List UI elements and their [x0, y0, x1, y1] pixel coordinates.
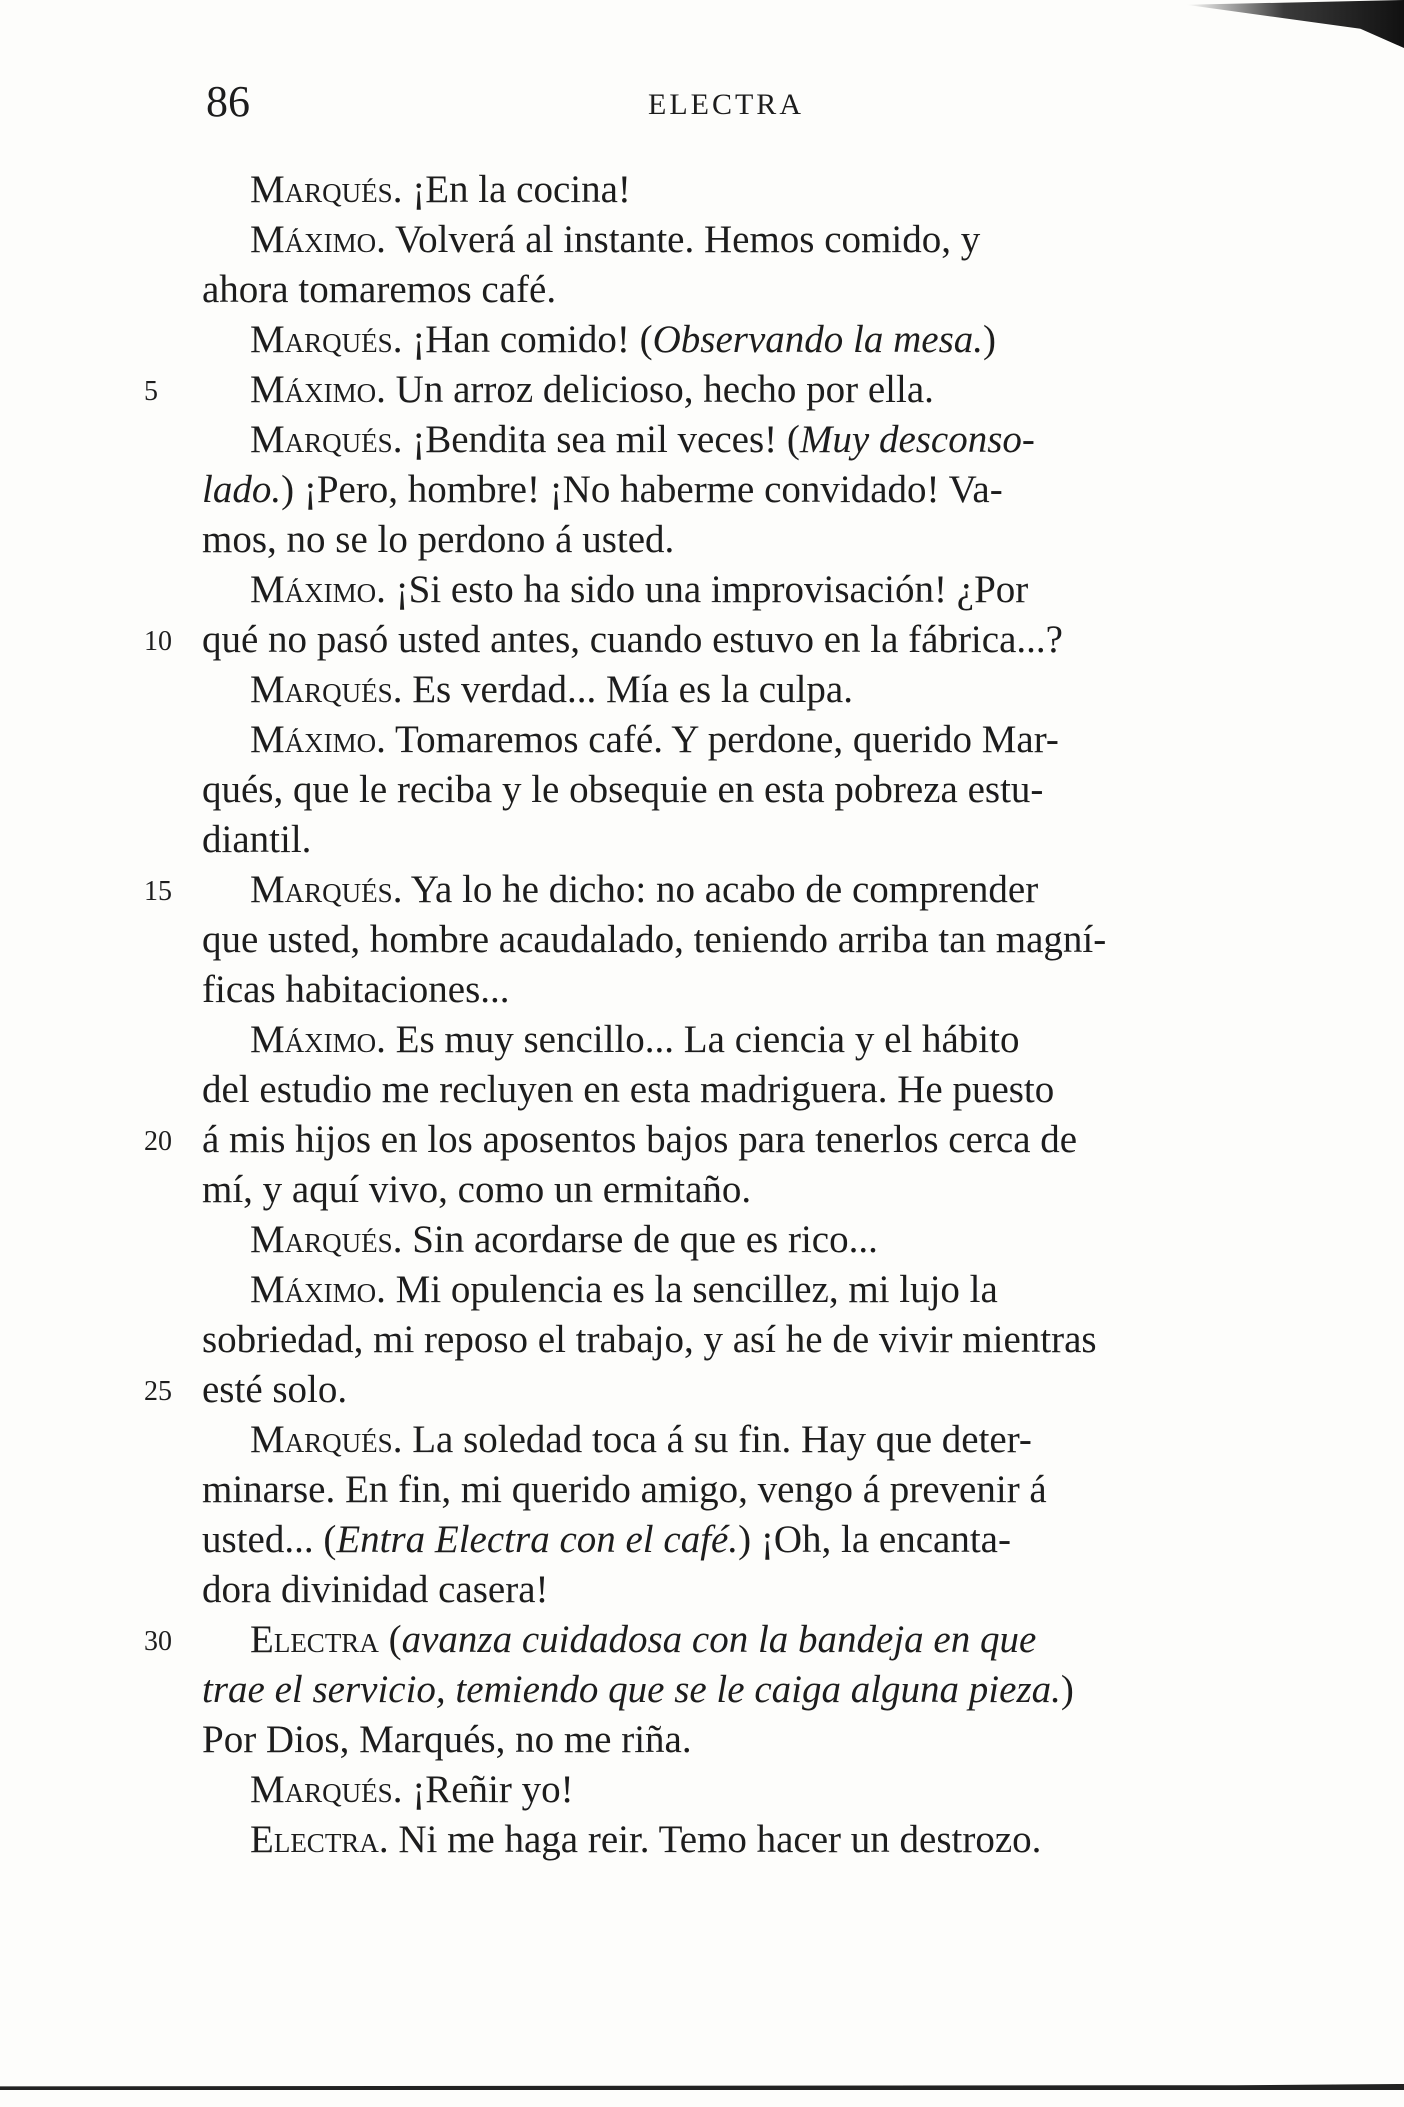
dialogue-text: ¡En la cocina! — [402, 168, 631, 211]
stage-direction: Observando la mesa. — [652, 318, 984, 361]
text-line — [250, 314, 996, 366]
dialogue-text: que usted, hombre acaudalado, teniendo arriba tan magní- — [202, 918, 1107, 961]
page-corner-mark — [1186, 0, 1404, 48]
text-line — [202, 1114, 1077, 1166]
text-line — [202, 614, 1063, 666]
dialogue-text: Ni me haga reir. Temo hacer un destrozo. — [388, 1818, 1042, 1861]
dialogue-text: Un arroz delicioso, hecho por ella. — [385, 368, 934, 411]
dialogue-text: ¡Si esto ha sido una improvisación! ¿Por — [385, 568, 1029, 611]
speaker-name: Máximo. — [250, 1018, 386, 1061]
dialogue-text: minarse. En fin, mi querido amigo, vengo á prevenir á — [202, 1468, 1047, 1511]
dialogue-text: Tomaremos café. Y perdone, querido Mar- — [385, 718, 1059, 761]
speaker-name: Máximo. — [250, 218, 386, 261]
dialogue-text: ficas habitaciones... — [202, 968, 510, 1011]
dialogue-text: dora divinidad casera! — [202, 1568, 549, 1611]
line-number: 15 — [144, 876, 172, 907]
dialogue-text: ¡Reñir yo! — [402, 1768, 574, 1811]
text-line — [250, 714, 1059, 766]
stage-direction: Entra Electra con el café. — [336, 1518, 739, 1561]
speaker-name: Marqués. — [250, 318, 403, 361]
text-line — [202, 464, 1003, 516]
text-line — [202, 1364, 347, 1416]
line-number: 20 — [144, 1126, 172, 1157]
speaker-name: Marqués. — [250, 1768, 403, 1811]
stage-direction: Muy desconso- — [799, 418, 1035, 461]
dialogue-text: La soledad toca á su fin. Hay que deter- — [402, 1418, 1032, 1461]
dialogue-text: diantil. — [202, 818, 312, 861]
dialogue-text: Sin acordarse de que es rico... — [402, 1218, 878, 1261]
text-line — [202, 1464, 1047, 1516]
running-title: ELECTRA — [648, 88, 804, 121]
dialogue-text: ) ¡Oh, la encanta- — [738, 1518, 1011, 1561]
text-line — [250, 664, 853, 716]
speaker-name: Máximo. — [250, 1268, 386, 1311]
text-line — [250, 164, 631, 216]
text-line — [202, 1064, 1054, 1116]
line-number: 10 — [144, 626, 172, 657]
speaker-name: Máximo. — [250, 368, 386, 411]
dialogue-text: ) — [1060, 1668, 1074, 1711]
stage-direction: trae el servicio, temiendo que se le caiga alguna pieza. — [202, 1668, 1061, 1711]
line-number: 25 — [144, 1376, 172, 1407]
dialogue-text: ( — [378, 1618, 402, 1661]
text-line — [250, 1264, 998, 1316]
dialogue-text: ¡Han comido! ( — [402, 318, 653, 361]
line-number: 30 — [144, 1626, 172, 1657]
bottom-rule — [0, 2084, 1404, 2090]
text-line — [250, 364, 934, 416]
dialogue-text: ) — [983, 318, 997, 361]
text-line — [202, 1564, 549, 1616]
dialogue-text: usted... ( — [202, 1518, 337, 1561]
text-line — [202, 1664, 1074, 1716]
dialogue-text: ) ¡Pero, hombre! ¡No haberme convidado! Va- — [281, 468, 1003, 511]
text-line — [202, 1164, 751, 1216]
text-line — [202, 964, 510, 1016]
text-line — [250, 564, 1028, 616]
dialogue-text: Ya lo he dicho: no acabo de comprender — [402, 868, 1039, 911]
text-line — [202, 514, 674, 566]
text-line — [250, 214, 980, 266]
line-number: 5 — [144, 376, 158, 407]
text-line — [202, 1714, 692, 1766]
text-line — [250, 1414, 1032, 1466]
dialogue-text: á mis hijos en los aposentos bajos para tenerlos cerca de — [202, 1118, 1078, 1161]
dialogue-text: Volverá al instante. Hemos comido, y — [385, 218, 981, 261]
text-line — [202, 764, 1043, 816]
dialogue-text: esté solo. — [202, 1368, 348, 1411]
stage-direction: avanza cuidadosa con la bandeja en que — [401, 1618, 1037, 1661]
dialogue-text: mos, no se lo perdono á usted. — [202, 518, 675, 561]
text-line — [250, 1764, 574, 1816]
dialogue-text: Es muy sencillo... La ciencia y el hábito — [385, 1018, 1020, 1061]
speaker-name: Marqués. — [250, 168, 403, 211]
text-line — [250, 1814, 1041, 1866]
speaker-name: Electra — [250, 1618, 379, 1661]
dialogue-text: Mi opulencia es la sencillez, mi lujo la — [385, 1268, 998, 1311]
dialogue-text: Es verdad... Mía es la culpa. — [402, 668, 853, 711]
speaker-name: Marqués. — [250, 868, 403, 911]
dialogue-text: mí, y aquí vivo, como un ermitaño. — [202, 1168, 752, 1211]
dialogue-text: qués, que le reciba y le obsequie en esta pobreza estu- — [202, 768, 1044, 811]
text-line — [250, 864, 1038, 916]
text-line — [202, 1314, 1097, 1366]
speaker-name: Marqués. — [250, 668, 403, 711]
text-line — [202, 914, 1106, 966]
speaker-name: Máximo. — [250, 568, 386, 611]
text-line — [250, 1014, 1019, 1066]
stage-direction: lado. — [202, 468, 282, 511]
text-line — [250, 1614, 1036, 1666]
speaker-name: Electra. — [250, 1818, 389, 1861]
text-line — [202, 264, 556, 316]
speaker-name: Máximo. — [250, 718, 386, 761]
text-line — [202, 1514, 1011, 1566]
dialogue-text: qué no pasó usted antes, cuando estuvo en la fábrica...? — [202, 618, 1063, 661]
speaker-name: Marqués. — [250, 1418, 403, 1461]
dialogue-text: sobriedad, mi reposo el trabajo, y así he de vivir mientras — [202, 1318, 1097, 1361]
text-line — [250, 414, 1035, 466]
speaker-name: Marqués. — [250, 418, 403, 461]
page-number: 86 — [206, 77, 250, 126]
speaker-name: Marqués. — [250, 1218, 403, 1261]
dialogue-text: ahora tomaremos café. — [202, 268, 557, 311]
dialogue-text: ¡Bendita sea mil veces! ( — [402, 418, 800, 461]
dialogue-text: Por Dios, Marqués, no me riña. — [202, 1718, 692, 1761]
text-line — [202, 814, 311, 866]
text-line — [250, 1214, 878, 1266]
dialogue-text: del estudio me recluyen en esta madriguera. He puesto — [202, 1068, 1055, 1111]
